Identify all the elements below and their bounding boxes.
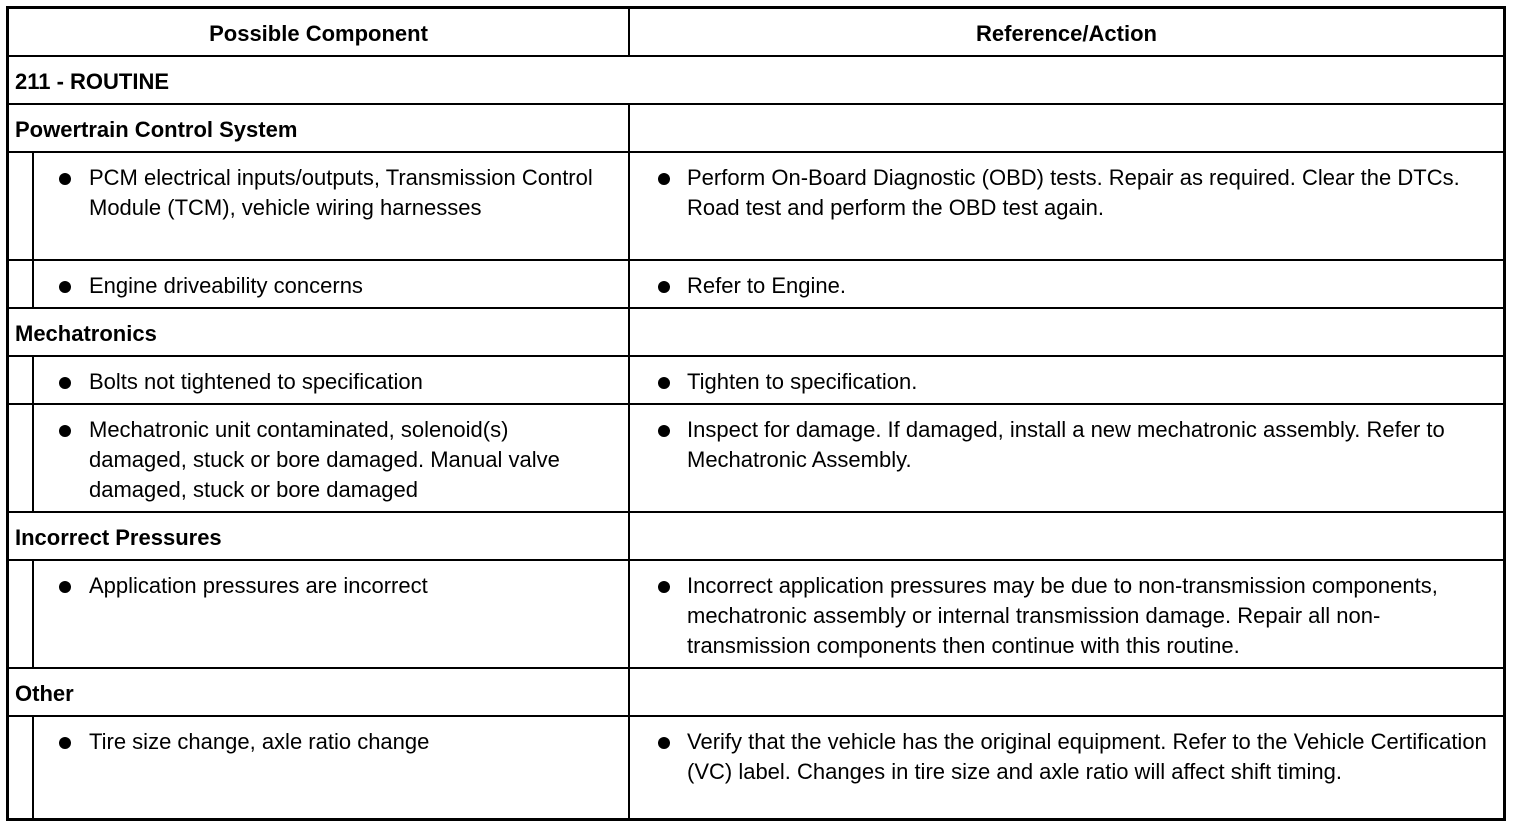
action-text: Perform On-Board Diagnostic (OBD) tests. Repair as required. Clear the DTCs. Road test and perform the OBD test again.	[687, 165, 1460, 220]
bullet-icon	[59, 737, 71, 749]
section-row	[9, 669, 1503, 717]
bullet-icon	[658, 281, 670, 293]
section-row	[9, 513, 1503, 561]
component-text: Tire size change, axle ratio change	[89, 729, 430, 754]
table-row	[9, 717, 1503, 818]
action-text: Tighten to specification.	[687, 369, 918, 394]
component-text: PCM electrical inputs/outputs, Transmission Control Module (TCM), vehicle wiring harnesses	[89, 165, 593, 220]
table-row	[9, 405, 1503, 513]
bullet-icon	[658, 377, 670, 389]
routine-row	[9, 57, 1503, 105]
bullet-icon	[658, 173, 670, 185]
bullet-icon	[658, 425, 670, 437]
action-text: Inspect for damage. If damaged, install a new mechatronic assembly. Refer to Mechatronic Assembly.	[687, 417, 1445, 472]
component-text: Mechatronic unit contaminated, solenoid(s) damaged, stuck or bore damaged. Manual valve damaged, stuck or bore damaged	[89, 417, 560, 502]
table-row	[9, 561, 1503, 669]
bullet-icon	[658, 737, 670, 749]
table-row	[9, 153, 1503, 261]
bullet-icon	[59, 581, 71, 593]
action-text: Incorrect application pressures may be due to non-transmission components, mechatronic assembly or internal transmission damage. Repair all non-transmission components then continue with this routine.	[687, 573, 1438, 658]
section-row	[9, 309, 1503, 357]
header-reference-action: Reference/Action	[976, 21, 1157, 46]
header-possible-component: Possible Component	[9, 9, 630, 55]
bullet-icon	[59, 173, 71, 185]
section-title: Powertrain Control System	[9, 105, 630, 151]
action-text: Refer to Engine.	[687, 273, 846, 298]
routine-title: 211 - ROUTINE	[15, 69, 170, 94]
component-text: Engine driveability concerns	[89, 273, 363, 298]
diagnostic-table	[6, 6, 1506, 821]
component-text: Application pressures are incorrect	[89, 573, 428, 598]
section-row	[9, 105, 1503, 153]
bullet-icon	[59, 377, 71, 389]
bullet-icon	[59, 281, 71, 293]
table-row	[9, 357, 1503, 405]
action-text: Verify that the vehicle has the original equipment. Refer to the Vehicle Certification (VC) label. Changes in tire size and axle ratio will affect shift timing.	[687, 729, 1487, 784]
bullet-icon	[59, 425, 71, 437]
component-text: Bolts not tightened to specification	[89, 369, 423, 394]
section-title: Mechatronics	[9, 309, 630, 355]
bullet-icon	[658, 581, 670, 593]
section-title: Incorrect Pressures	[9, 513, 630, 559]
section-title: Other	[9, 669, 630, 715]
table-row	[9, 261, 1503, 309]
table-header-row	[9, 9, 1503, 57]
